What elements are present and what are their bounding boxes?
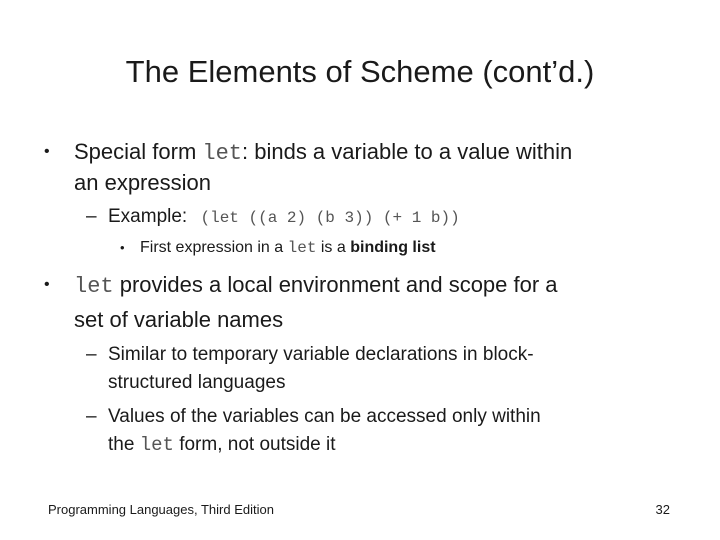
- bullet-1-line-1: [74, 137, 572, 169]
- binding-list-code: let: [287, 239, 317, 257]
- bullet-1-text-pre: Special form: [74, 139, 203, 164]
- bullet-2-text-post: provides a local environment and scope for a: [113, 272, 558, 297]
- binding-list-mid: is a: [316, 239, 351, 256]
- binding-list-pre: First expression in a: [140, 239, 288, 256]
- values-line-2-post: form, not outside it: [173, 434, 336, 455]
- bullet-1-line-2: an expression: [74, 170, 211, 195]
- bullet-1-code: let: [202, 141, 242, 166]
- values-line-2: [108, 431, 336, 459]
- footer-book-title: Programming Languages, Third Edition: [48, 502, 274, 517]
- bullet-dot-icon: •: [44, 276, 50, 293]
- binding-list-line: [140, 237, 436, 259]
- footer-page-number: 32: [655, 502, 670, 517]
- dash-icon: –: [86, 406, 97, 427]
- example-label: Example:: [108, 206, 193, 227]
- binding-list-bold: binding list: [350, 239, 436, 256]
- values-line-2-pre: the: [108, 434, 140, 455]
- bullet-dot-icon: •: [44, 143, 50, 160]
- bullet-2-line-1: [74, 270, 558, 302]
- similar-line-1: Similar to temporary variable declarations in block-: [108, 344, 534, 365]
- values-line-2-code: let: [139, 434, 174, 456]
- example-line: [108, 203, 460, 232]
- bullet-dot-icon: •: [120, 240, 125, 255]
- similar-line-2: structured languages: [108, 372, 286, 393]
- bullet-2-line-2: set of variable names: [74, 307, 284, 332]
- values-line-1: Values of the variables can be accessed only within: [108, 406, 541, 427]
- slide-title: The Elements of Scheme (cont’d.): [125, 54, 595, 89]
- example-code: (let ((a 2) (b 3)) (+ 1 b)): [200, 209, 460, 227]
- dash-icon: –: [86, 344, 97, 365]
- bullet-1-text-post: : binds a variable to a value within: [242, 139, 573, 164]
- dash-icon: –: [86, 206, 97, 227]
- bullet-2-code: let: [74, 274, 114, 299]
